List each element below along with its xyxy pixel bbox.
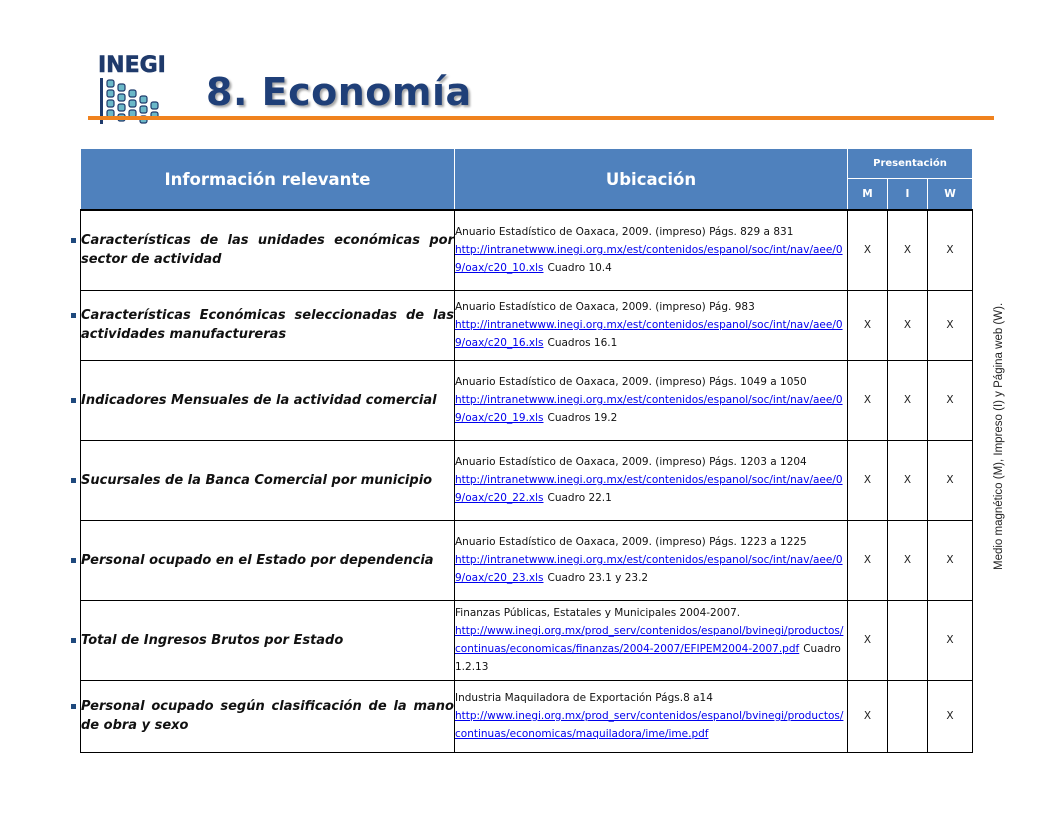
bullet-icon bbox=[71, 478, 76, 483]
location-cell bbox=[455, 520, 848, 600]
presentation-legend-note: Medio magnético (M), Impreso (I) y Página web (W). bbox=[993, 302, 1005, 570]
source-link[interactable]: http://intranetwww.inegi.org.mx/est/contenidos/espanol/soc/int/nav/aee/09/oax/c20_10.xls bbox=[455, 244, 843, 275]
info-text: Total de Ingresos Brutos por Estado bbox=[81, 632, 344, 648]
source-link[interactable]: http://intranetwww.inegi.org.mx/est/contenidos/espanol/soc/int/nav/aee/09/oax/c20_23.xls bbox=[455, 554, 843, 584]
table-ref: Cuadros 16.1 bbox=[547, 337, 618, 349]
header-location: Ubicación bbox=[455, 149, 848, 211]
location-cell bbox=[455, 210, 848, 290]
mark-i: X bbox=[888, 290, 928, 360]
info-text: Características de las unidades económicas por sector de actividad bbox=[81, 233, 454, 268]
location-cell bbox=[455, 290, 848, 360]
mark-w: X bbox=[928, 210, 973, 290]
inegi-logo-mark bbox=[96, 50, 168, 126]
mark-w: X bbox=[928, 440, 973, 520]
source-text: Anuario Estadístico de Oaxaca, 2009. (impreso) Págs. 829 a 831 bbox=[455, 226, 794, 239]
info-text: Personal ocupado según clasificación de la mano de obra y sexo bbox=[81, 699, 454, 733]
location-cell bbox=[455, 360, 848, 440]
location-cell bbox=[455, 440, 848, 520]
bullet-icon bbox=[71, 638, 76, 643]
info-cell bbox=[81, 360, 455, 440]
mark-w: X bbox=[928, 360, 973, 440]
mark-w: X bbox=[928, 600, 973, 680]
bullet-icon bbox=[71, 558, 76, 563]
header-w: W bbox=[928, 179, 973, 210]
economy-info-table bbox=[80, 148, 973, 753]
source-text: Finanzas Públicas, Estatales y Municipales 2004-2007. bbox=[455, 607, 741, 619]
source-link[interactable]: http://intranetwww.inegi.org.mx/est/contenidos/espanol/soc/int/nav/aee/09/oax/c20_19.xls bbox=[455, 394, 843, 424]
mark-i bbox=[888, 680, 928, 752]
mark-m: X bbox=[848, 360, 888, 440]
table-row bbox=[81, 360, 973, 440]
table-ref: Cuadro 1.2.13 bbox=[455, 643, 841, 673]
table-row bbox=[81, 290, 973, 360]
source-link[interactable]: http://intranetwww.inegi.org.mx/est/contenidos/espanol/soc/int/nav/aee/09/oax/c20_16.xls bbox=[455, 319, 843, 349]
table-row bbox=[81, 680, 973, 752]
header-m: M bbox=[848, 179, 888, 210]
bullet-icon bbox=[71, 238, 76, 243]
mark-m: X bbox=[848, 440, 888, 520]
table-row bbox=[81, 440, 973, 520]
mark-w: X bbox=[928, 520, 973, 600]
table-ref: Cuadro 10.4 bbox=[547, 262, 612, 275]
info-cell bbox=[81, 600, 455, 680]
mark-m: X bbox=[848, 600, 888, 680]
table-row bbox=[81, 600, 973, 680]
mark-i: X bbox=[888, 360, 928, 440]
mark-w: X bbox=[928, 290, 973, 360]
source-link[interactable]: http://www.inegi.org.mx/prod_serv/contenidos/espanol/bvinegi/productos/continuas/economicas/maquiladora/ime/ime.pdf bbox=[455, 710, 844, 740]
mark-w: X bbox=[928, 680, 973, 752]
info-cell bbox=[81, 290, 455, 360]
info-cell bbox=[81, 520, 455, 600]
info-text: Sucursales de la Banca Comercial por municipio bbox=[81, 472, 433, 488]
source-text: Anuario Estadístico de Oaxaca, 2009. (impreso) Págs. 1223 a 1225 bbox=[455, 536, 807, 548]
header-orange-rule bbox=[88, 116, 994, 120]
info-cell bbox=[81, 440, 455, 520]
header-info: Información relevante bbox=[81, 149, 455, 211]
source-text: Industria Maquiladora de Exportación Págs.8 a14 bbox=[455, 692, 713, 704]
page-title: 8. Economía bbox=[206, 70, 472, 114]
mark-m: X bbox=[848, 680, 888, 752]
source-link[interactable]: http://intranetwww.inegi.org.mx/est/contenidos/espanol/soc/int/nav/aee/09/oax/c20_22.xls bbox=[455, 474, 843, 504]
info-text: Características Económicas seleccionadas de las actividades manufactureras bbox=[81, 308, 454, 342]
info-cell bbox=[81, 210, 455, 290]
inegi-logo bbox=[96, 50, 168, 126]
info-text: Indicadores Mensuales de la actividad comercial bbox=[81, 392, 437, 408]
source-link[interactable]: http://www.inegi.org.mx/prod_serv/contenidos/espanol/bvinegi/productos/continuas/economicas/finanzas/2004-2007/EFIPEM2004-2007.pdf bbox=[455, 625, 844, 655]
location-cell bbox=[455, 600, 848, 680]
logo-wordmark: INEGI bbox=[98, 53, 166, 78]
source-text: Anuario Estadístico de Oaxaca, 2009. (impreso) Pág. 983 bbox=[455, 301, 755, 313]
mark-m: X bbox=[848, 290, 888, 360]
mark-i: X bbox=[888, 440, 928, 520]
location-cell bbox=[455, 680, 848, 752]
info-cell bbox=[81, 680, 455, 752]
table-ref: Cuadros 19.2 bbox=[547, 412, 618, 424]
header-i: I bbox=[888, 179, 928, 210]
info-text: Personal ocupado en el Estado por dependencia bbox=[81, 552, 434, 568]
mark-m: X bbox=[848, 520, 888, 600]
mark-i bbox=[888, 600, 928, 680]
source-text: Anuario Estadístico de Oaxaca, 2009. (impreso) Págs. 1049 a 1050 bbox=[455, 376, 807, 388]
table-ref: Cuadro 23.1 y 23.2 bbox=[547, 572, 649, 584]
table-row bbox=[81, 520, 973, 600]
bullet-icon bbox=[71, 704, 76, 709]
mark-i: X bbox=[888, 520, 928, 600]
bullet-icon bbox=[71, 398, 76, 403]
source-text: Anuario Estadístico de Oaxaca, 2009. (impreso) Págs. 1203 a 1204 bbox=[455, 456, 807, 468]
table-row bbox=[81, 210, 973, 290]
bullet-icon bbox=[71, 313, 76, 318]
table-ref: Cuadro 22.1 bbox=[547, 492, 612, 504]
mark-i: X bbox=[888, 210, 928, 290]
header-presentation: Presentación bbox=[848, 149, 973, 179]
mark-m: X bbox=[848, 210, 888, 290]
